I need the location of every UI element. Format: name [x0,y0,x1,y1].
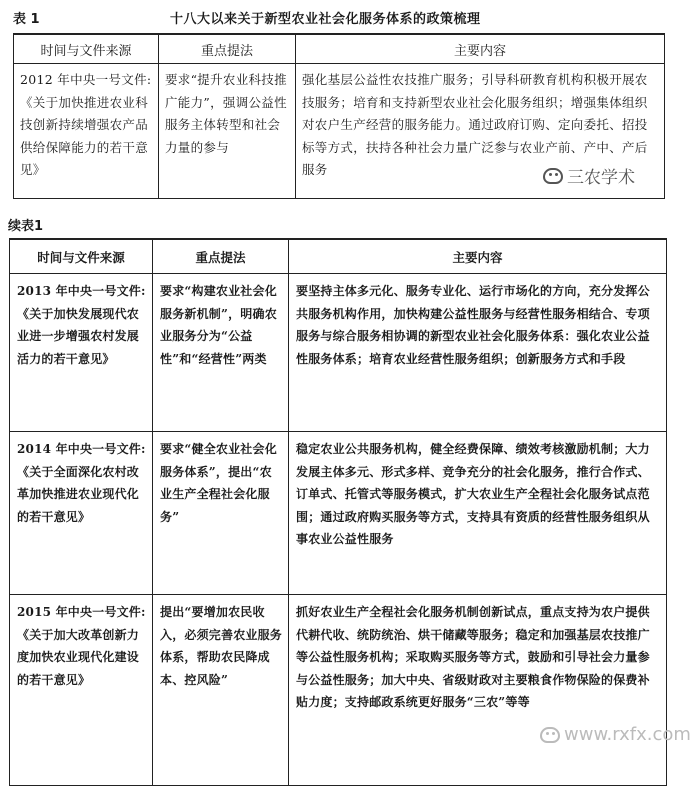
watermark-sannong [543,163,635,188]
cell-focus: 要求“构建农业社会化服务新机制”，明确农业服务分为“公益性”和“经营性”两类 [153,274,289,432]
cell-content: 要坚持主体多元化、服务专业化、运行市场化的方向，充分发挥公共服务机构作用，加快构建公益性服务与经营性服务相结合、专项服务与综合服务相协调的新型农业社会化服务体系：强化农业公益性服务体系；培育农业经营性服务组织；创新服务方式和手段 [289,274,667,432]
cell-source: 2012 年中央一号文件:《关于加快推进农业科技创新持续增强农产品供给保障能力的若干意见》 [14,64,159,199]
table-header-row [10,239,667,274]
table1-label: 表 1 [13,12,40,27]
table-row [10,432,667,595]
header-focus: 重点提法 [153,239,289,274]
watermark-site [540,724,691,745]
cell-focus: 要求“健全农业社会化服务体系”，提出“农业生产全程社会化服务” [153,432,289,595]
cell-focus: 提出“要增加农民收入，必须完善农业服务体系，帮助农民降成本、控风险” [153,595,289,786]
header-source: 时间与文件来源 [10,239,153,274]
cell-focus: 要求“提升农业科技推广能力”，强调公益性服务主体转型和社会力量的参与 [159,64,296,199]
header-content: 主要内容 [289,239,667,274]
cell-content: 稳定农业公共服务机构，健全经费保障、绩效考核激励机制；大力发展主体多元、形式多样、竞争充分的社会化服务，推行合作式、订单式、托管式等服务模式，扩大农业生产全程社会化服务试点范围；通过政府购买服务等方式，支持具有资质的经营性服务组织从事农业公益性服务 [289,432,667,595]
cell-source: 2015 年中央一号文件:《关于加大改革创新力度加快农业现代化建设的若干意见》 [10,595,153,786]
watermark-text: 三农学术 [567,168,635,188]
watermark-text: www.rxfx.com [564,724,691,745]
policy-table-continued [9,238,667,786]
wechat-icon [543,168,563,184]
header-focus: 重点提法 [159,34,296,64]
header-source: 时间与文件来源 [14,34,159,64]
cell-content: 强化基层公益性农技推广服务；引导科研教育机构积极开展农技服务；培育和支持新型农业社会化服务组织；增强集体组织对农户生产经营的服务能力。通过政府订购、定向委托、招投标等方式，扶持各种社会力量广泛参与农业产前、产中、产后服务 [296,64,665,199]
cell-content: 抓好农业生产全程社会化服务机制创新试点，重点支持为农户提供代耕代收、统防统治、烘干储藏等服务；稳定和加强基层农技推广等公益性服务机构；采取购买服务等方式，鼓励和引导社会力量参与公益性服务；加大中央、省级财政对主要粮食作物保险的保费补贴力度；支持邮政系统更好服务“三农”等等 [289,595,667,786]
table1-title: 十八大以来关于新型农业社会化服务体系的政策梳理 [170,12,481,27]
table-continued-label: 续表1 [8,219,44,234]
cell-source: 2013 年中央一号文件:《关于加快发展现代农业进一步增强农村发展活力的若干意见》 [10,274,153,432]
table-header-row [14,34,665,64]
header-content: 主要内容 [296,34,665,64]
cell-source: 2014 年中央一号文件:《关于全面深化农村改革加快推进农业现代化的若干意见》 [10,432,153,595]
table-row [10,274,667,432]
site-logo-icon [540,727,560,743]
table-row [10,595,667,786]
